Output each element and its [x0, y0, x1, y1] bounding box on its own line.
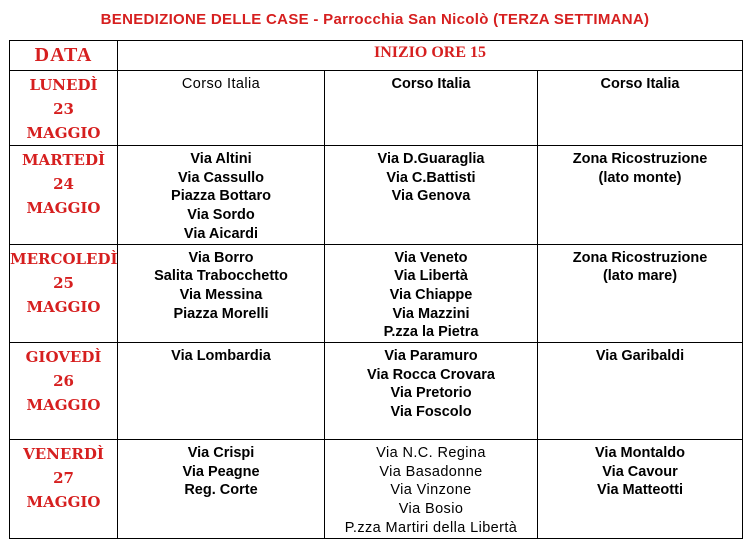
day-cell — [10, 71, 118, 146]
street-name: Via Chiappe — [389, 286, 473, 303]
streets-cell — [118, 71, 325, 146]
day-cell — [10, 244, 118, 343]
streets-cell — [538, 244, 743, 343]
street-name: Corso Italia — [391, 76, 471, 92]
month-label: MAGGIO — [26, 199, 101, 217]
street-name: Corso Italia — [600, 76, 680, 92]
street-name: Via Pretorio — [390, 385, 472, 402]
day-cell — [10, 440, 118, 539]
month-label: MAGGIO — [26, 124, 101, 142]
streets-cell — [325, 71, 538, 146]
weekday-label: GIOVEDÌ — [25, 348, 102, 367]
street-name: Zona Ricostruzione — [572, 249, 708, 266]
schedule-row — [10, 146, 743, 245]
schedule-body — [10, 71, 743, 539]
street-name: Via C.Battisti — [386, 169, 476, 186]
page-title: BENEDIZIONE DELLE CASE - Parrocchia San Nicolò (TERZA SETTIMANA) — [100, 11, 650, 28]
street-name: Via Matteotti — [597, 482, 683, 499]
streets-cell — [325, 244, 538, 343]
streets-cell — [118, 440, 325, 539]
schedule-row — [10, 440, 743, 539]
streets-cell — [538, 440, 743, 539]
weekday-label: MARTEDÌ — [21, 151, 106, 169]
street-name: Piazza Morelli — [173, 305, 269, 322]
street-name: Via Messina — [179, 286, 263, 303]
street-name: (lato monte) — [598, 169, 682, 186]
street-name: Via Montaldo — [595, 445, 685, 462]
header-row — [10, 41, 743, 71]
start-time-header: INIZIO ORE 15 — [118, 41, 743, 71]
street-name: Via Aicardi — [183, 225, 259, 242]
weekday-label: VENERDÌ — [23, 445, 104, 464]
day-number: 25 — [53, 273, 74, 292]
streets-cell — [325, 146, 538, 245]
streets-cell — [118, 146, 325, 245]
streets-cell — [538, 343, 743, 440]
day-cell — [10, 146, 118, 245]
street-name: Corso Italia — [181, 76, 261, 92]
schedule-row — [10, 244, 743, 343]
date-column-header: DATA — [10, 41, 118, 71]
street-name: (lato mare) — [602, 268, 678, 285]
streets-cell — [538, 71, 743, 146]
day-number: 27 — [53, 469, 74, 488]
weekday-label: MERCOLEDÌ — [10, 249, 118, 268]
street-name: Via N.C. Regina — [376, 445, 486, 462]
month-label: MAGGIO — [26, 493, 101, 512]
street-name: Via Borro — [188, 249, 254, 266]
street-name: Via Crispi — [187, 445, 255, 462]
street-name: Via Cavour — [602, 463, 678, 480]
street-name: P.zza Martiri della Libertà — [344, 519, 518, 536]
street-name: Salita Trabocchetto — [154, 268, 288, 285]
street-name: Via Mazzini — [392, 305, 470, 322]
street-name: Via Genova — [391, 188, 471, 205]
street-name: Via Basadonne — [379, 463, 483, 480]
day-number: 24 — [53, 175, 74, 193]
street-name: Via Cassullo — [178, 169, 264, 186]
streets-cell — [118, 343, 325, 440]
day-cell — [10, 343, 118, 440]
streets-cell — [538, 146, 743, 245]
street-name: Reg. Corte — [184, 482, 258, 499]
street-name: P.zza la Pietra — [383, 324, 479, 341]
street-name: Zona Ricostruzione — [572, 151, 708, 167]
schedule-row — [10, 343, 743, 440]
day-number: 23 — [53, 100, 74, 118]
street-name: Via Libertà — [394, 268, 468, 285]
street-name: Via Paramuro — [384, 348, 478, 365]
schedule-row — [10, 71, 743, 146]
street-name: Via Foscolo — [390, 404, 472, 421]
street-name: Via Sordo — [187, 207, 255, 224]
streets-cell — [325, 440, 538, 539]
street-name: Via Garibaldi — [595, 348, 685, 365]
streets-cell — [325, 343, 538, 440]
day-number: 26 — [53, 372, 74, 391]
streets-cell — [118, 244, 325, 343]
month-label: MAGGIO — [26, 396, 101, 415]
street-name: Via D.Guaraglia — [377, 151, 485, 167]
street-name: Via Altini — [190, 151, 252, 167]
street-name: Via Bosio — [398, 501, 464, 518]
street-name: Via Lombardia — [171, 348, 271, 365]
weekday-label: LUNEDÌ — [29, 76, 98, 94]
street-name: Via Veneto — [394, 249, 468, 266]
month-label: MAGGIO — [26, 297, 101, 316]
street-name: Piazza Bottaro — [171, 188, 271, 205]
street-name: Via Rocca Crovara — [367, 366, 495, 383]
street-name: Via Peagne — [182, 463, 260, 480]
street-name: Via Vinzone — [390, 482, 472, 499]
schedule-table — [9, 40, 743, 539]
